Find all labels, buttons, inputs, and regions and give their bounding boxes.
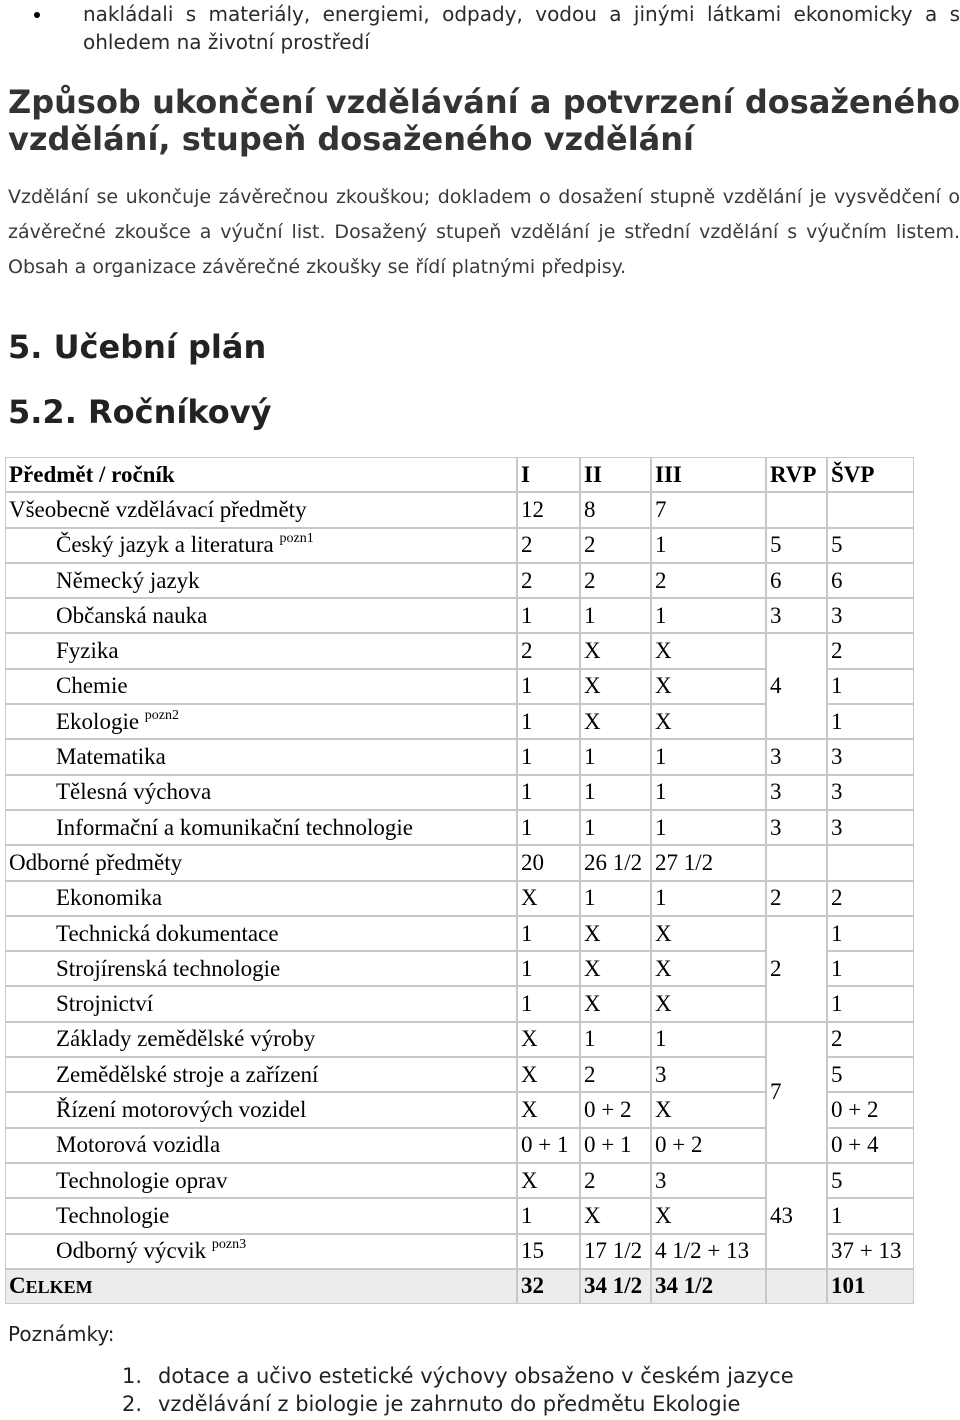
cell-svp: 6 bbox=[827, 563, 914, 598]
row-name: Občanská nauka bbox=[5, 598, 517, 633]
cell-year-3: 1 bbox=[651, 810, 766, 845]
row-name: Informační a komunikační technologie bbox=[5, 810, 517, 845]
cell-year-3: 1 bbox=[651, 775, 766, 810]
section-paragraph: Vzdělání se ukončuje závěrečnou zkouškou; dokladem o dosažení stupně vzdělání je vysvědčení o závěrečné zkoušce a výuční list. Dosažený stupeň vzdělání je střední vzdělání s výučním listem. Obsah a organizace závěrečné zkoušky se řídí platnými předpisy. bbox=[8, 186, 960, 278]
cell-year-2: 2 bbox=[580, 528, 651, 563]
row-name: Technologie bbox=[5, 1198, 517, 1233]
table-row bbox=[5, 739, 914, 774]
total-label bbox=[5, 1269, 517, 1304]
table-row bbox=[5, 598, 914, 633]
row-name: Matematika bbox=[5, 739, 517, 774]
curriculum-table bbox=[5, 457, 914, 1304]
cell-year-1: 1 bbox=[517, 775, 580, 810]
cell-year-3: 1 bbox=[651, 598, 766, 633]
cell-rvp: 3 bbox=[766, 810, 827, 845]
cell-svp: 0 + 2 bbox=[827, 1092, 914, 1127]
subject-name: Český jazyk a literatura bbox=[56, 532, 274, 558]
cell-year-3: X bbox=[651, 633, 766, 668]
cell-year-2: X bbox=[580, 1198, 651, 1233]
table-row bbox=[5, 1163, 914, 1198]
footnote-ref: pozn3 bbox=[211, 1237, 247, 1253]
note-number: 2. bbox=[122, 1392, 143, 1416]
cell-year-2: 1 bbox=[580, 739, 651, 774]
note-number: 1. bbox=[122, 1364, 143, 1388]
cell-rvp bbox=[766, 845, 827, 880]
cell-year-3: X bbox=[651, 986, 766, 1021]
cell-rvp: 6 bbox=[766, 563, 827, 598]
cell-svp: 37 + 13 bbox=[827, 1234, 914, 1269]
cell-rvp bbox=[766, 492, 827, 527]
row-name: Zemědělské stroje a zařízení bbox=[5, 1057, 517, 1092]
cell-year-1: 2 bbox=[517, 563, 580, 598]
cell-year-3: X bbox=[651, 1092, 766, 1127]
table-row bbox=[5, 633, 914, 668]
cell-year-3: 7 bbox=[651, 492, 766, 527]
cell-year-3: 1 bbox=[651, 739, 766, 774]
note-item bbox=[122, 1390, 794, 1418]
cell-year-3: 3 bbox=[651, 1057, 766, 1092]
cell-svp: 1 bbox=[827, 669, 914, 704]
cell-svp: 3 bbox=[827, 739, 914, 774]
total-year-3: 34 1/2 bbox=[651, 1269, 766, 1304]
table-row bbox=[5, 881, 914, 916]
cell-rvp-merged: 2 bbox=[766, 916, 827, 1022]
cell-year-1: X bbox=[517, 1163, 580, 1198]
cell-svp: 5 bbox=[827, 1163, 914, 1198]
cell-year-2: X bbox=[580, 986, 651, 1021]
cell-year-3: 1 bbox=[651, 528, 766, 563]
cell-year-3: 2 bbox=[651, 563, 766, 598]
cell-year-2: 0 + 1 bbox=[580, 1128, 651, 1163]
cell-year-1: 2 bbox=[517, 633, 580, 668]
cell-svp: 1 bbox=[827, 951, 914, 986]
cell-year-1: 12 bbox=[517, 492, 580, 527]
notes-list bbox=[122, 1362, 794, 1418]
row-name: Technologie oprav bbox=[5, 1163, 517, 1198]
total-year-1: 32 bbox=[517, 1269, 580, 1304]
cell-year-3: X bbox=[651, 951, 766, 986]
bullet-text: nakládali s materiály, energiemi, odpady, vodou a jinými látkami ekonomicky a s ohledem na životní prostředí bbox=[83, 2, 960, 54]
cell-year-1: 1 bbox=[517, 739, 580, 774]
cell-svp: 5 bbox=[827, 1057, 914, 1092]
header-year-2: II bbox=[580, 457, 651, 492]
cell-year-2: 1 bbox=[580, 881, 651, 916]
header-year-1: I bbox=[517, 457, 580, 492]
cell-year-1: 1 bbox=[517, 704, 580, 739]
total-row bbox=[5, 1269, 914, 1304]
cell-year-1: 15 bbox=[517, 1234, 580, 1269]
cell-year-3: X bbox=[651, 916, 766, 951]
row-name: Základy zemědělské výroby bbox=[5, 1022, 517, 1057]
subject-name: Ekologie bbox=[56, 708, 140, 734]
row-name: Řízení motorových vozidel bbox=[5, 1092, 517, 1127]
cell-year-2: 2 bbox=[580, 1163, 651, 1198]
row-name: Německý jazyk bbox=[5, 563, 517, 598]
cell-svp: 2 bbox=[827, 633, 914, 668]
cell-year-2: X bbox=[580, 704, 651, 739]
cell-rvp-merged: 43 bbox=[766, 1163, 827, 1269]
row-name: Strojnictví bbox=[5, 986, 517, 1021]
cell-svp: 1 bbox=[827, 986, 914, 1021]
cell-year-3: X bbox=[651, 704, 766, 739]
cell-year-2: 2 bbox=[580, 1057, 651, 1092]
cell-year-1: 1 bbox=[517, 810, 580, 845]
cell-svp: 1 bbox=[827, 1198, 914, 1233]
row-name: Technická dokumentace bbox=[5, 916, 517, 951]
cell-svp: 1 bbox=[827, 916, 914, 951]
cell-year-1: 1 bbox=[517, 669, 580, 704]
cell-svp: 0 + 4 bbox=[827, 1128, 914, 1163]
cell-year-2: 17 1/2 bbox=[580, 1234, 651, 1269]
table-row bbox=[5, 492, 914, 527]
cell-svp: 1 bbox=[827, 704, 914, 739]
cell-rvp-merged: 4 bbox=[766, 633, 827, 739]
cell-svp: 3 bbox=[827, 598, 914, 633]
footnote-ref: pozn2 bbox=[144, 707, 180, 723]
cell-year-1: X bbox=[517, 881, 580, 916]
heading-study-plan: 5. Učební plán bbox=[8, 328, 267, 366]
cell-year-3: 4 1/2 + 13 bbox=[651, 1234, 766, 1269]
table-row bbox=[5, 845, 914, 880]
table-row bbox=[5, 775, 914, 810]
row-name bbox=[5, 704, 517, 739]
cell-year-2: 0 + 2 bbox=[580, 1092, 651, 1127]
cell-year-1: 1 bbox=[517, 1198, 580, 1233]
cell-svp bbox=[827, 845, 914, 880]
cell-year-1: X bbox=[517, 1092, 580, 1127]
row-name: Odborné předměty bbox=[5, 845, 517, 880]
total-year-2: 34 1/2 bbox=[580, 1269, 651, 1304]
cell-year-2: 1 bbox=[580, 598, 651, 633]
bullet-icon bbox=[34, 12, 40, 18]
cell-year-1: 0 + 1 bbox=[517, 1128, 580, 1163]
cell-year-1: X bbox=[517, 1022, 580, 1057]
note-text: vzdělávání z biologie je zahrnuto do předmětu Ekologie bbox=[158, 1392, 741, 1416]
cell-rvp: 3 bbox=[766, 775, 827, 810]
total-label-rest: ELKEM bbox=[25, 1276, 93, 1297]
cell-rvp-merged: 7 bbox=[766, 1022, 827, 1163]
cell-year-2: 1 bbox=[580, 1022, 651, 1057]
table-row bbox=[5, 1022, 914, 1057]
cell-year-2: 8 bbox=[580, 492, 651, 527]
total-rvp bbox=[766, 1269, 827, 1304]
table-row bbox=[5, 916, 914, 951]
header-svp: ŠVP bbox=[827, 457, 914, 492]
cell-svp: 3 bbox=[827, 810, 914, 845]
row-name: Fyzika bbox=[5, 633, 517, 668]
cell-year-2: 2 bbox=[580, 563, 651, 598]
cell-rvp: 5 bbox=[766, 528, 827, 563]
cell-year-2: X bbox=[580, 633, 651, 668]
cell-svp: 2 bbox=[827, 1022, 914, 1057]
footnote-ref: pozn1 bbox=[279, 531, 314, 547]
note-item bbox=[122, 1362, 794, 1390]
cell-year-2: 1 bbox=[580, 775, 651, 810]
header-rvp: RVP bbox=[766, 457, 827, 492]
cell-year-3: 1 bbox=[651, 1022, 766, 1057]
total-label-initial: C bbox=[9, 1272, 26, 1298]
cell-svp: 3 bbox=[827, 775, 914, 810]
cell-year-3: 27 1/2 bbox=[651, 845, 766, 880]
row-name: Tělesná výchova bbox=[5, 775, 517, 810]
cell-year-1: 20 bbox=[517, 845, 580, 880]
heading-yearly-plan: 5.2. Ročníkový bbox=[8, 393, 272, 431]
cell-rvp: 3 bbox=[766, 598, 827, 633]
total-svp: 101 bbox=[827, 1269, 914, 1304]
cell-rvp: 3 bbox=[766, 739, 827, 774]
cell-year-1: 1 bbox=[517, 598, 580, 633]
subject-name: Odborný výcvik bbox=[56, 1238, 207, 1264]
cell-year-2: 1 bbox=[580, 810, 651, 845]
cell-year-1: X bbox=[517, 1057, 580, 1092]
cell-svp bbox=[827, 492, 914, 527]
cell-year-1: 2 bbox=[517, 528, 580, 563]
row-name bbox=[5, 528, 517, 563]
note-text: dotace a učivo estetické výchovy obsaženo v českém jazyce bbox=[158, 1364, 794, 1388]
cell-year-2: X bbox=[580, 669, 651, 704]
section-title: Způsob ukončení vzdělávání a potvrzení dosaženého vzdělání, stupeň dosaženého vzdělání bbox=[8, 83, 960, 158]
header-subject: Předmět / ročník bbox=[5, 457, 517, 492]
table-row bbox=[5, 528, 914, 563]
cell-year-1: 1 bbox=[517, 951, 580, 986]
header-year-3: III bbox=[651, 457, 766, 492]
cell-year-3: 3 bbox=[651, 1163, 766, 1198]
table-header-row bbox=[5, 457, 914, 492]
row-name bbox=[5, 1234, 517, 1269]
cell-year-3: 1 bbox=[651, 881, 766, 916]
cell-year-3: X bbox=[651, 669, 766, 704]
cell-svp: 5 bbox=[827, 528, 914, 563]
row-name: Chemie bbox=[5, 669, 517, 704]
cell-rvp: 2 bbox=[766, 881, 827, 916]
cell-year-1: 1 bbox=[517, 986, 580, 1021]
cell-year-3: 0 + 2 bbox=[651, 1128, 766, 1163]
cell-year-2: X bbox=[580, 951, 651, 986]
cell-year-2: 26 1/2 bbox=[580, 845, 651, 880]
cell-year-1: 1 bbox=[517, 916, 580, 951]
row-name: Strojírenská technologie bbox=[5, 951, 517, 986]
row-name: Ekonomika bbox=[5, 881, 517, 916]
notes-label: Poznámky: bbox=[8, 1322, 115, 1346]
cell-svp: 2 bbox=[827, 881, 914, 916]
table-row bbox=[5, 810, 914, 845]
table-row bbox=[5, 563, 914, 598]
row-name: Všeobecně vzdělávací předměty bbox=[5, 492, 517, 527]
cell-year-2: X bbox=[580, 916, 651, 951]
cell-year-3: X bbox=[651, 1198, 766, 1233]
row-name: Motorová vozidla bbox=[5, 1128, 517, 1163]
